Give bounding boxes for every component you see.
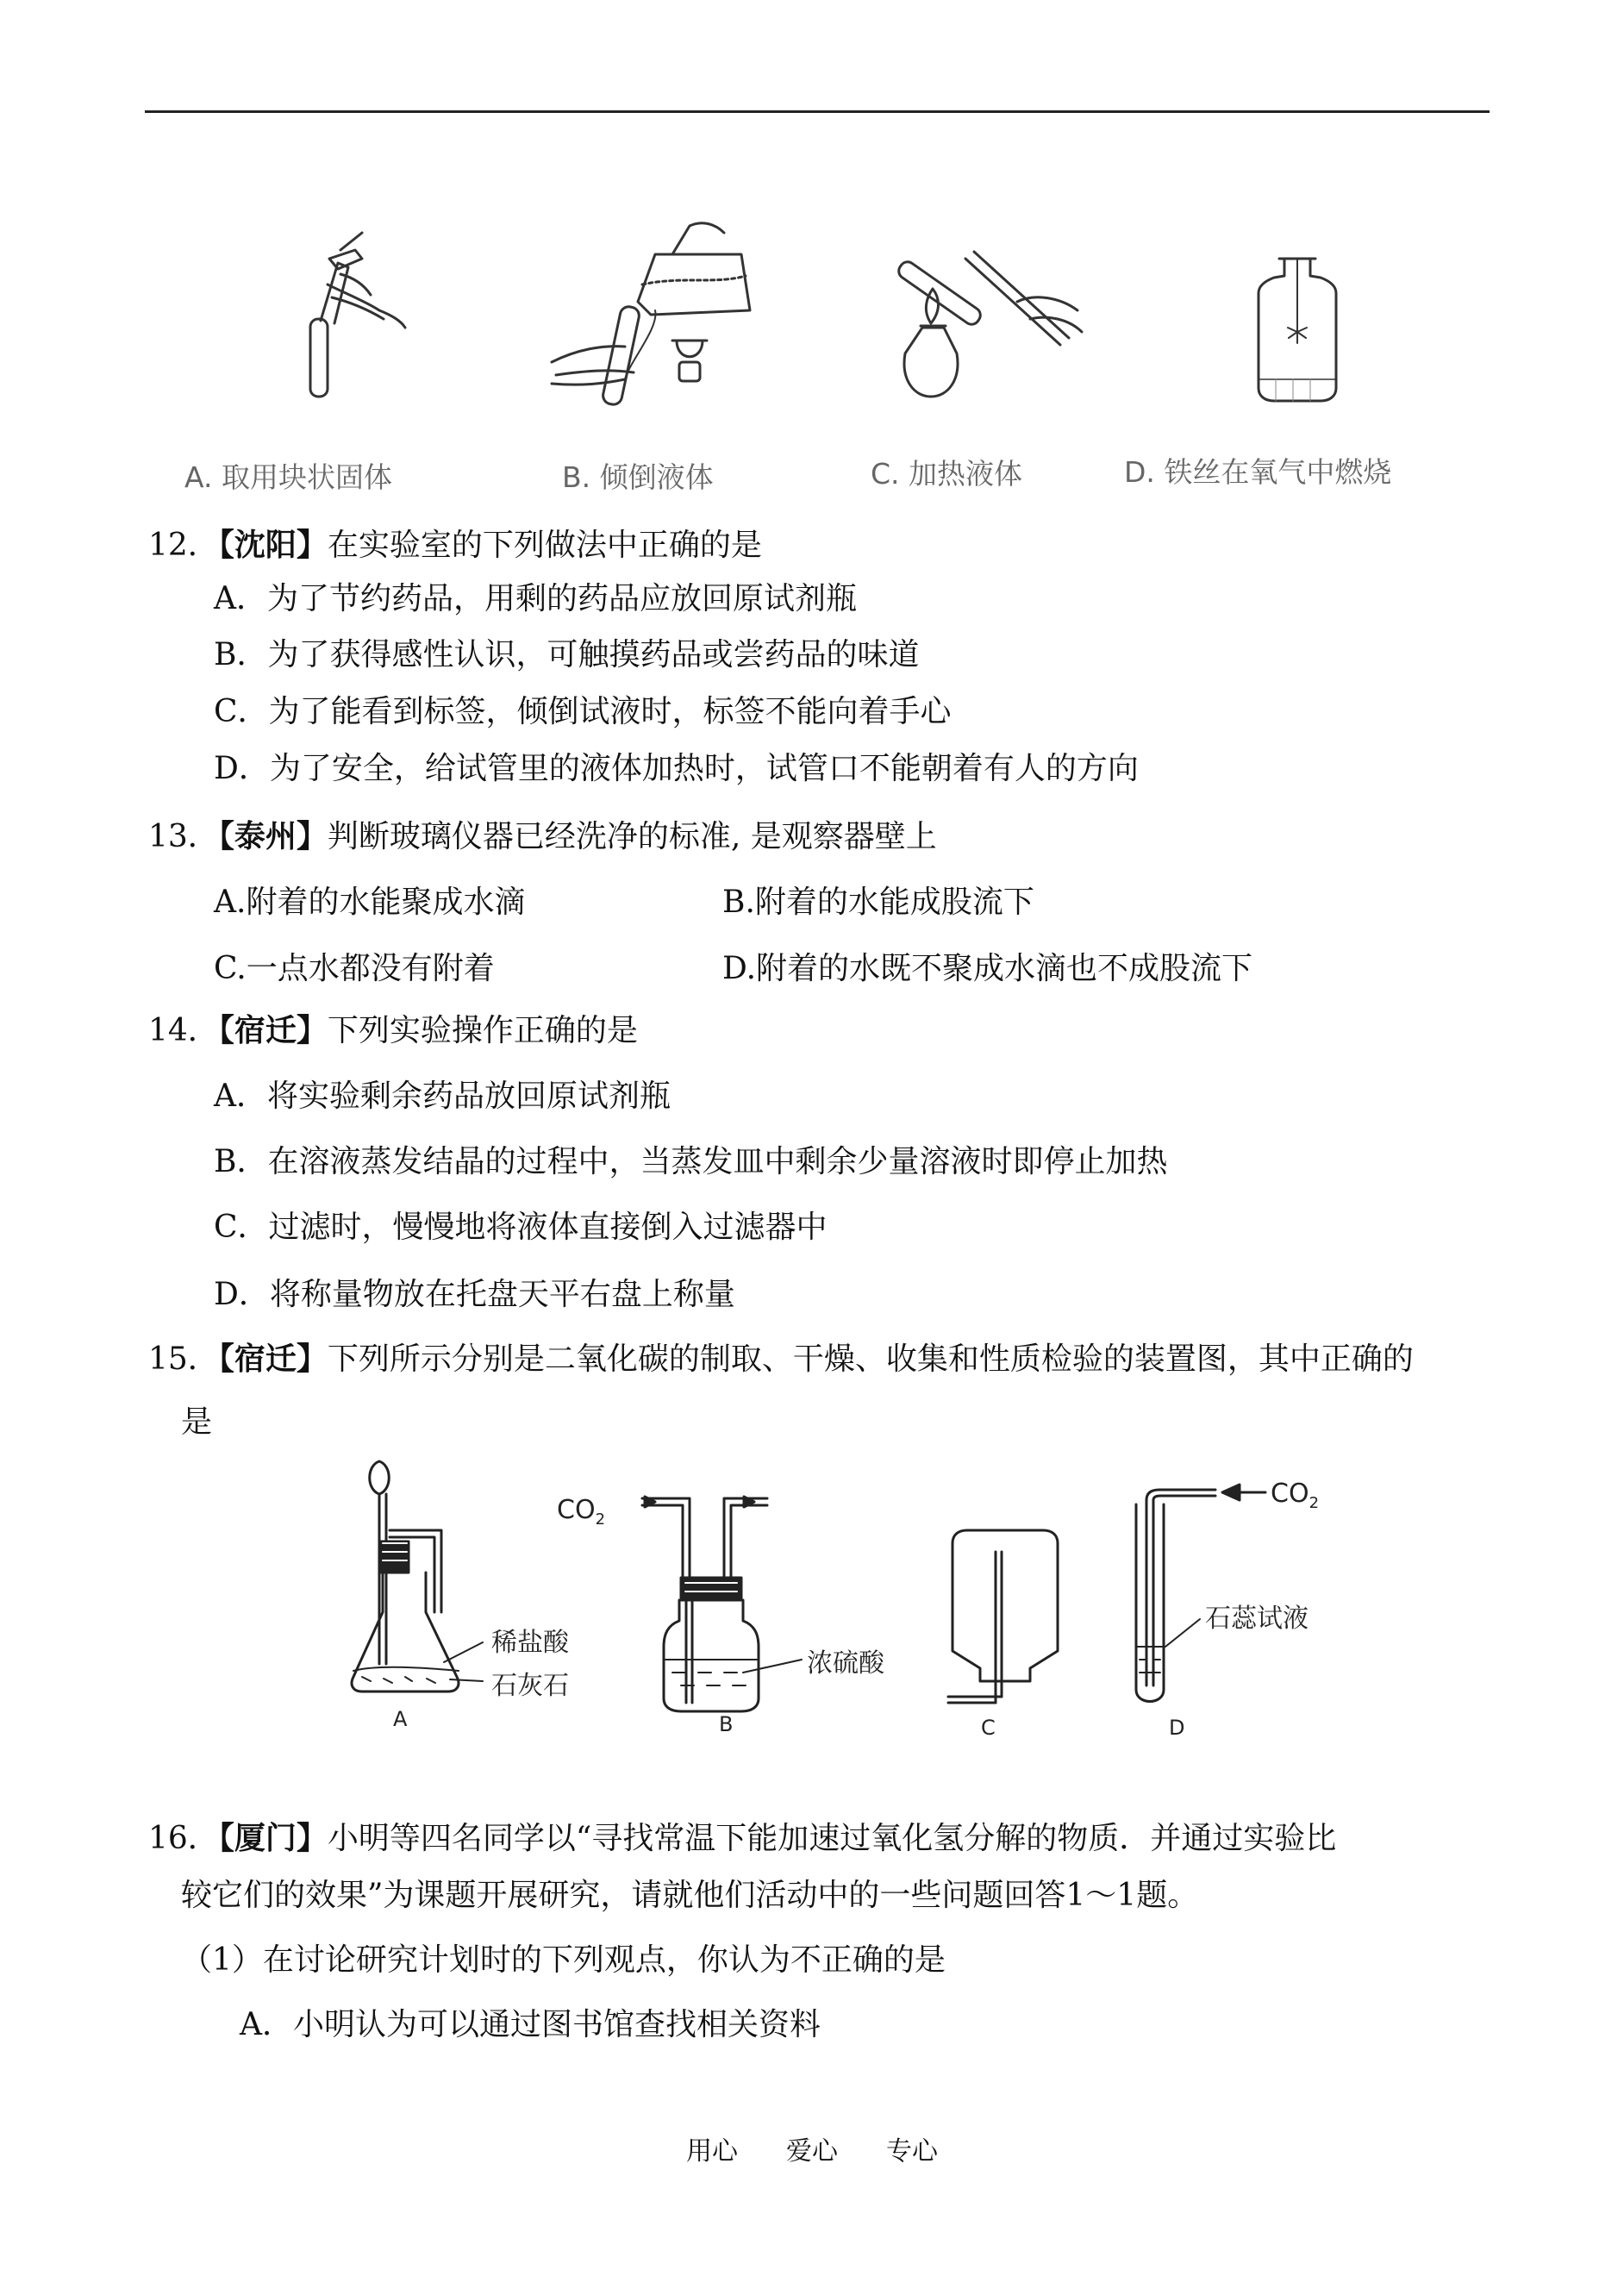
question-14-option-d: D．将称量物放在托盘天平右盘上称量 — [214, 1277, 735, 1312]
gas-formula: CO — [557, 1495, 596, 1525]
label-limestone: 石灰石 — [491, 1671, 569, 1701]
question-number: 16． — [148, 1821, 219, 1856]
caption-a: A. 取用块状固体 — [184, 460, 392, 494]
question-text: 在实验室的下列做法中正确的是 — [327, 528, 762, 563]
label-conc-h2so4: 浓硫酸 — [807, 1648, 884, 1679]
label-co2-d — [1271, 1479, 1319, 1512]
footer-text-1: 用心 — [686, 2136, 738, 2167]
question-text: 判断玻璃仪器已经洗净的标准, 是观察器壁上 — [327, 819, 937, 854]
label-co2-b — [557, 1495, 605, 1529]
letter-c: C — [981, 1716, 996, 1740]
caption-c: C. 加热液体 — [871, 457, 1023, 491]
apparatus-b-dryer — [642, 1497, 802, 1711]
label-litmus: 石蕊试液 — [1205, 1604, 1309, 1634]
apparatus-c-collector — [948, 1530, 1058, 1703]
question-16-stem — [148, 1817, 1336, 1860]
caption-d: D. 铁丝在氧气中燃烧 — [1124, 455, 1392, 489]
question-number: 14． — [148, 1013, 219, 1048]
letter-a: A — [393, 1707, 408, 1731]
question-12-option-b: B．为了获得感性认识，可触摸药品或尝药品的味道 — [214, 637, 920, 672]
question-12-option-c: C．为了能看到标签，倾倒试液时，标签不能向着手心 — [214, 694, 952, 729]
label-dilute-hcl: 稀盐酸 — [491, 1628, 569, 1658]
gas-subscript: 2 — [1309, 1494, 1320, 1512]
question-number: 15． — [148, 1341, 219, 1377]
question-source: 【厦门】 — [218, 1820, 328, 1856]
question-16-sub-1: （1）在讨论研究计划时的下列观点，你认为不正确的是 — [181, 1942, 946, 1978]
footer-text-2: 爱心 — [786, 2136, 838, 2167]
question-12-option-d: D．为了安全，给试管里的液体加热时，试管口不能朝着有人的方向 — [214, 751, 1139, 786]
question-source: 【宿迁】 — [218, 1341, 328, 1377]
question-16-option-a: A．小明认为可以通过图书馆查找相关资料 — [240, 2007, 821, 2042]
question-13-option-d: D.附着的水既不聚成水滴也不成股流下 — [722, 951, 1253, 986]
gas-subscript: 2 — [595, 1510, 606, 1529]
question-13-option-a: A.附着的水能聚成水滴 — [214, 885, 526, 920]
letter-b: B — [719, 1712, 734, 1736]
question-14-option-a: A．将实验剩余药品放回原试剂瓶 — [214, 1079, 671, 1114]
question-source: 【泰州】 — [218, 818, 328, 854]
question-number: 12． — [148, 528, 219, 563]
question-source: 【沈阳】 — [218, 527, 328, 563]
caption-b: B. 倾倒液体 — [562, 460, 714, 494]
question-13-option-b: B.附着的水能成股流下 — [722, 885, 1034, 920]
question-number: 13． — [148, 819, 219, 854]
question-12-option-a: A．为了节约药品，用剩的药品应放回原试剂瓶 — [214, 581, 857, 616]
question-source: 【宿迁】 — [218, 1012, 328, 1048]
question-text: 小明等四名同学以“寻找常温下能加速过氧化氢分解的物质．并通过实验比 — [327, 1821, 1337, 1856]
question-text: 下列实验操作正确的是 — [327, 1013, 638, 1048]
question-15-stem-cont: 是 — [181, 1404, 213, 1440]
gas-formula: CO — [1271, 1479, 1309, 1509]
letter-d: D — [1169, 1716, 1185, 1740]
question-14-option-b: B．在溶液蒸发结晶的过程中，当蒸发皿中剩余少量溶液时即停止加热 — [214, 1144, 1168, 1179]
page-footer — [0, 2129, 1624, 2167]
question-text: 下列所示分别是二氧化碳的制取、干燥、收集和性质检验的装置图，其中正确的 — [327, 1341, 1414, 1377]
footer-text-3: 专心 — [886, 2136, 938, 2167]
question-13-option-c: C.一点水都没有附着 — [214, 951, 495, 986]
question-14-option-c: C．过滤时，慢慢地将液体直接倒入过滤器中 — [214, 1210, 828, 1245]
apparatus-d-test-tube — [1136, 1485, 1265, 1702]
apparatus-a-generator — [352, 1461, 483, 1692]
question-16-stem-cont: 较它们的效果”为课题开展研究，请就他们活动中的一些问题回答1～1题。 — [181, 1878, 1199, 1913]
